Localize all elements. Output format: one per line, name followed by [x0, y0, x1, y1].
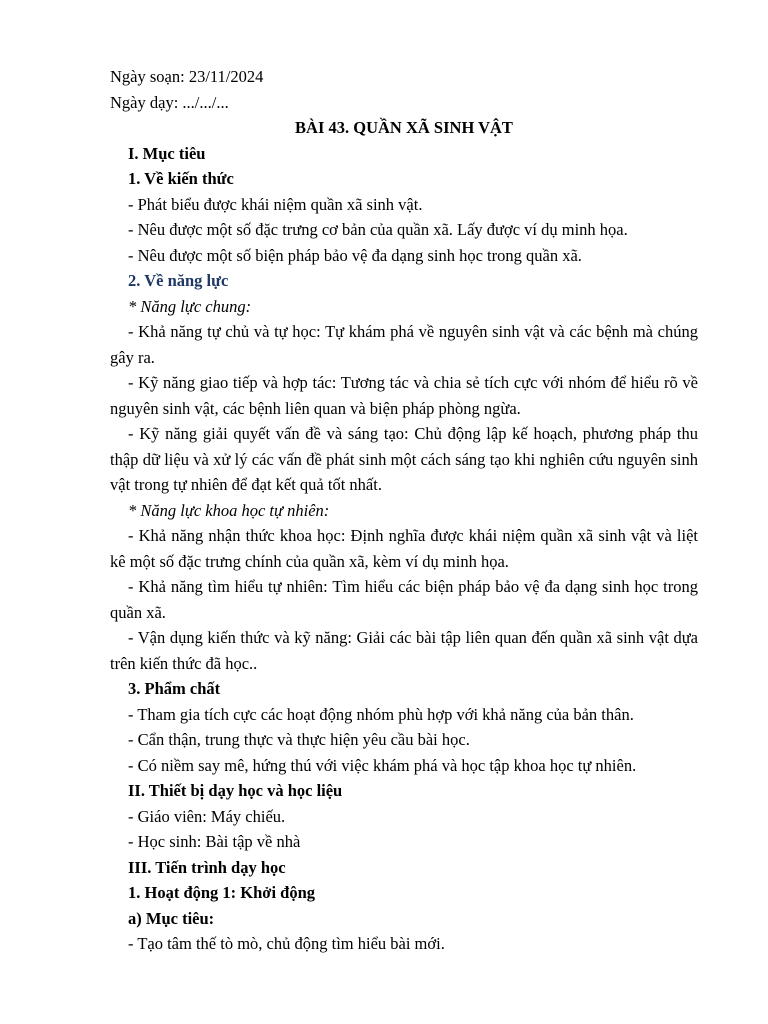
science-competency-item: - Vận dụng kiến thức và kỹ năng: Giải các bài tập liên quan đến quần xã sinh vật dựa trên kiến thức đã học.. — [110, 628, 698, 673]
qualities-item: - Cẩn thận, trung thực và thực hiện yêu cầu bài học. — [128, 730, 470, 749]
science-competency-heading: * Năng lực khoa học tự nhiên: — [128, 500, 330, 520]
qualities-item: - Có niềm say mê, hứng thú với việc khám phá và học tập khoa học tự nhiên. — [128, 755, 637, 775]
competency-heading: 2. Về năng lực — [128, 271, 229, 290]
general-competency-item: - Kỹ năng giao tiếp và hợp tác: Tương tác và chia sẻ tích cực với nhóm để hiểu rõ về nguyên sinh vật, các bệnh liên quan và biện pháp phòng ngừa. — [110, 373, 698, 418]
procedure-heading: III. Tiến trình dạy học — [128, 857, 286, 877]
lesson-title: BÀI 43. QUẦN XÃ SINH VẬT — [295, 118, 513, 137]
science-competency-item: - Khả năng tìm hiểu tự nhiên: Tìm hiểu các biện pháp bảo vệ đa dạng sinh học trong quần xã. — [110, 577, 698, 622]
activity1-heading: 1. Hoạt động 1: Khởi động — [128, 883, 316, 902]
general-competency-heading: * Năng lực chung: — [128, 296, 252, 316]
knowledge-heading: 1. Về kiến thức — [128, 169, 234, 188]
general-competency-item: - Kỹ năng giải quyết vấn đề và sáng tạo: Chủ động lập kế hoạch, phương pháp thu thập dữ liệu và xử lý các vấn đề phát sinh một cách sáng tạo khi nghiên cứu nguyên sinh vật trong tự nhiên để đạt kết quả tốt nhất. — [110, 424, 698, 494]
document-page — [110, 64, 698, 957]
knowledge-item: - Phát biểu được khái niệm quần xã sinh vật. — [128, 194, 423, 214]
activity1-goal-item: - Tạo tâm thế tò mò, chủ động tìm hiểu bài mới. — [128, 934, 445, 953]
qualities-heading: 3. Phẩm chất — [128, 679, 221, 698]
teach-date: Ngày dạy: .../.../... — [110, 92, 229, 112]
knowledge-item: - Nêu được một số đặc trưng cơ bản của quần xã. Lấy được ví dụ minh họa. — [128, 220, 628, 239]
qualities-item: - Tham gia tích cực các hoạt động nhóm phù hợp với khả năng của bản thân. — [128, 704, 634, 724]
equipment-item: - Giáo viên: Máy chiếu. — [128, 806, 286, 826]
science-competency-item: - Khả năng nhận thức khoa học: Định nghĩa được khái niệm quần xã sinh vật và liệt kê một số đặc trưng chính của quần xã, kèm ví dụ minh họa. — [110, 526, 698, 571]
general-competency-item: - Khả năng tự chủ và tự học: Tự khám phá về nguyên sinh vật và các bệnh mà chúng gây ra. — [110, 322, 698, 367]
knowledge-item: - Nêu được một số biện pháp bảo vệ đa dạng sinh học trong quần xã. — [128, 245, 582, 265]
activity1-goal-heading: a) Mục tiêu: — [128, 908, 215, 928]
prep-date: Ngày soạn: 23/11/2024 — [110, 67, 264, 86]
section-objectives-heading: I. Mục tiêu — [128, 143, 206, 163]
equipment-item: - Học sinh: Bài tập về nhà — [128, 832, 301, 851]
equipment-heading: II. Thiết bị dạy học và học liệu — [128, 781, 343, 800]
